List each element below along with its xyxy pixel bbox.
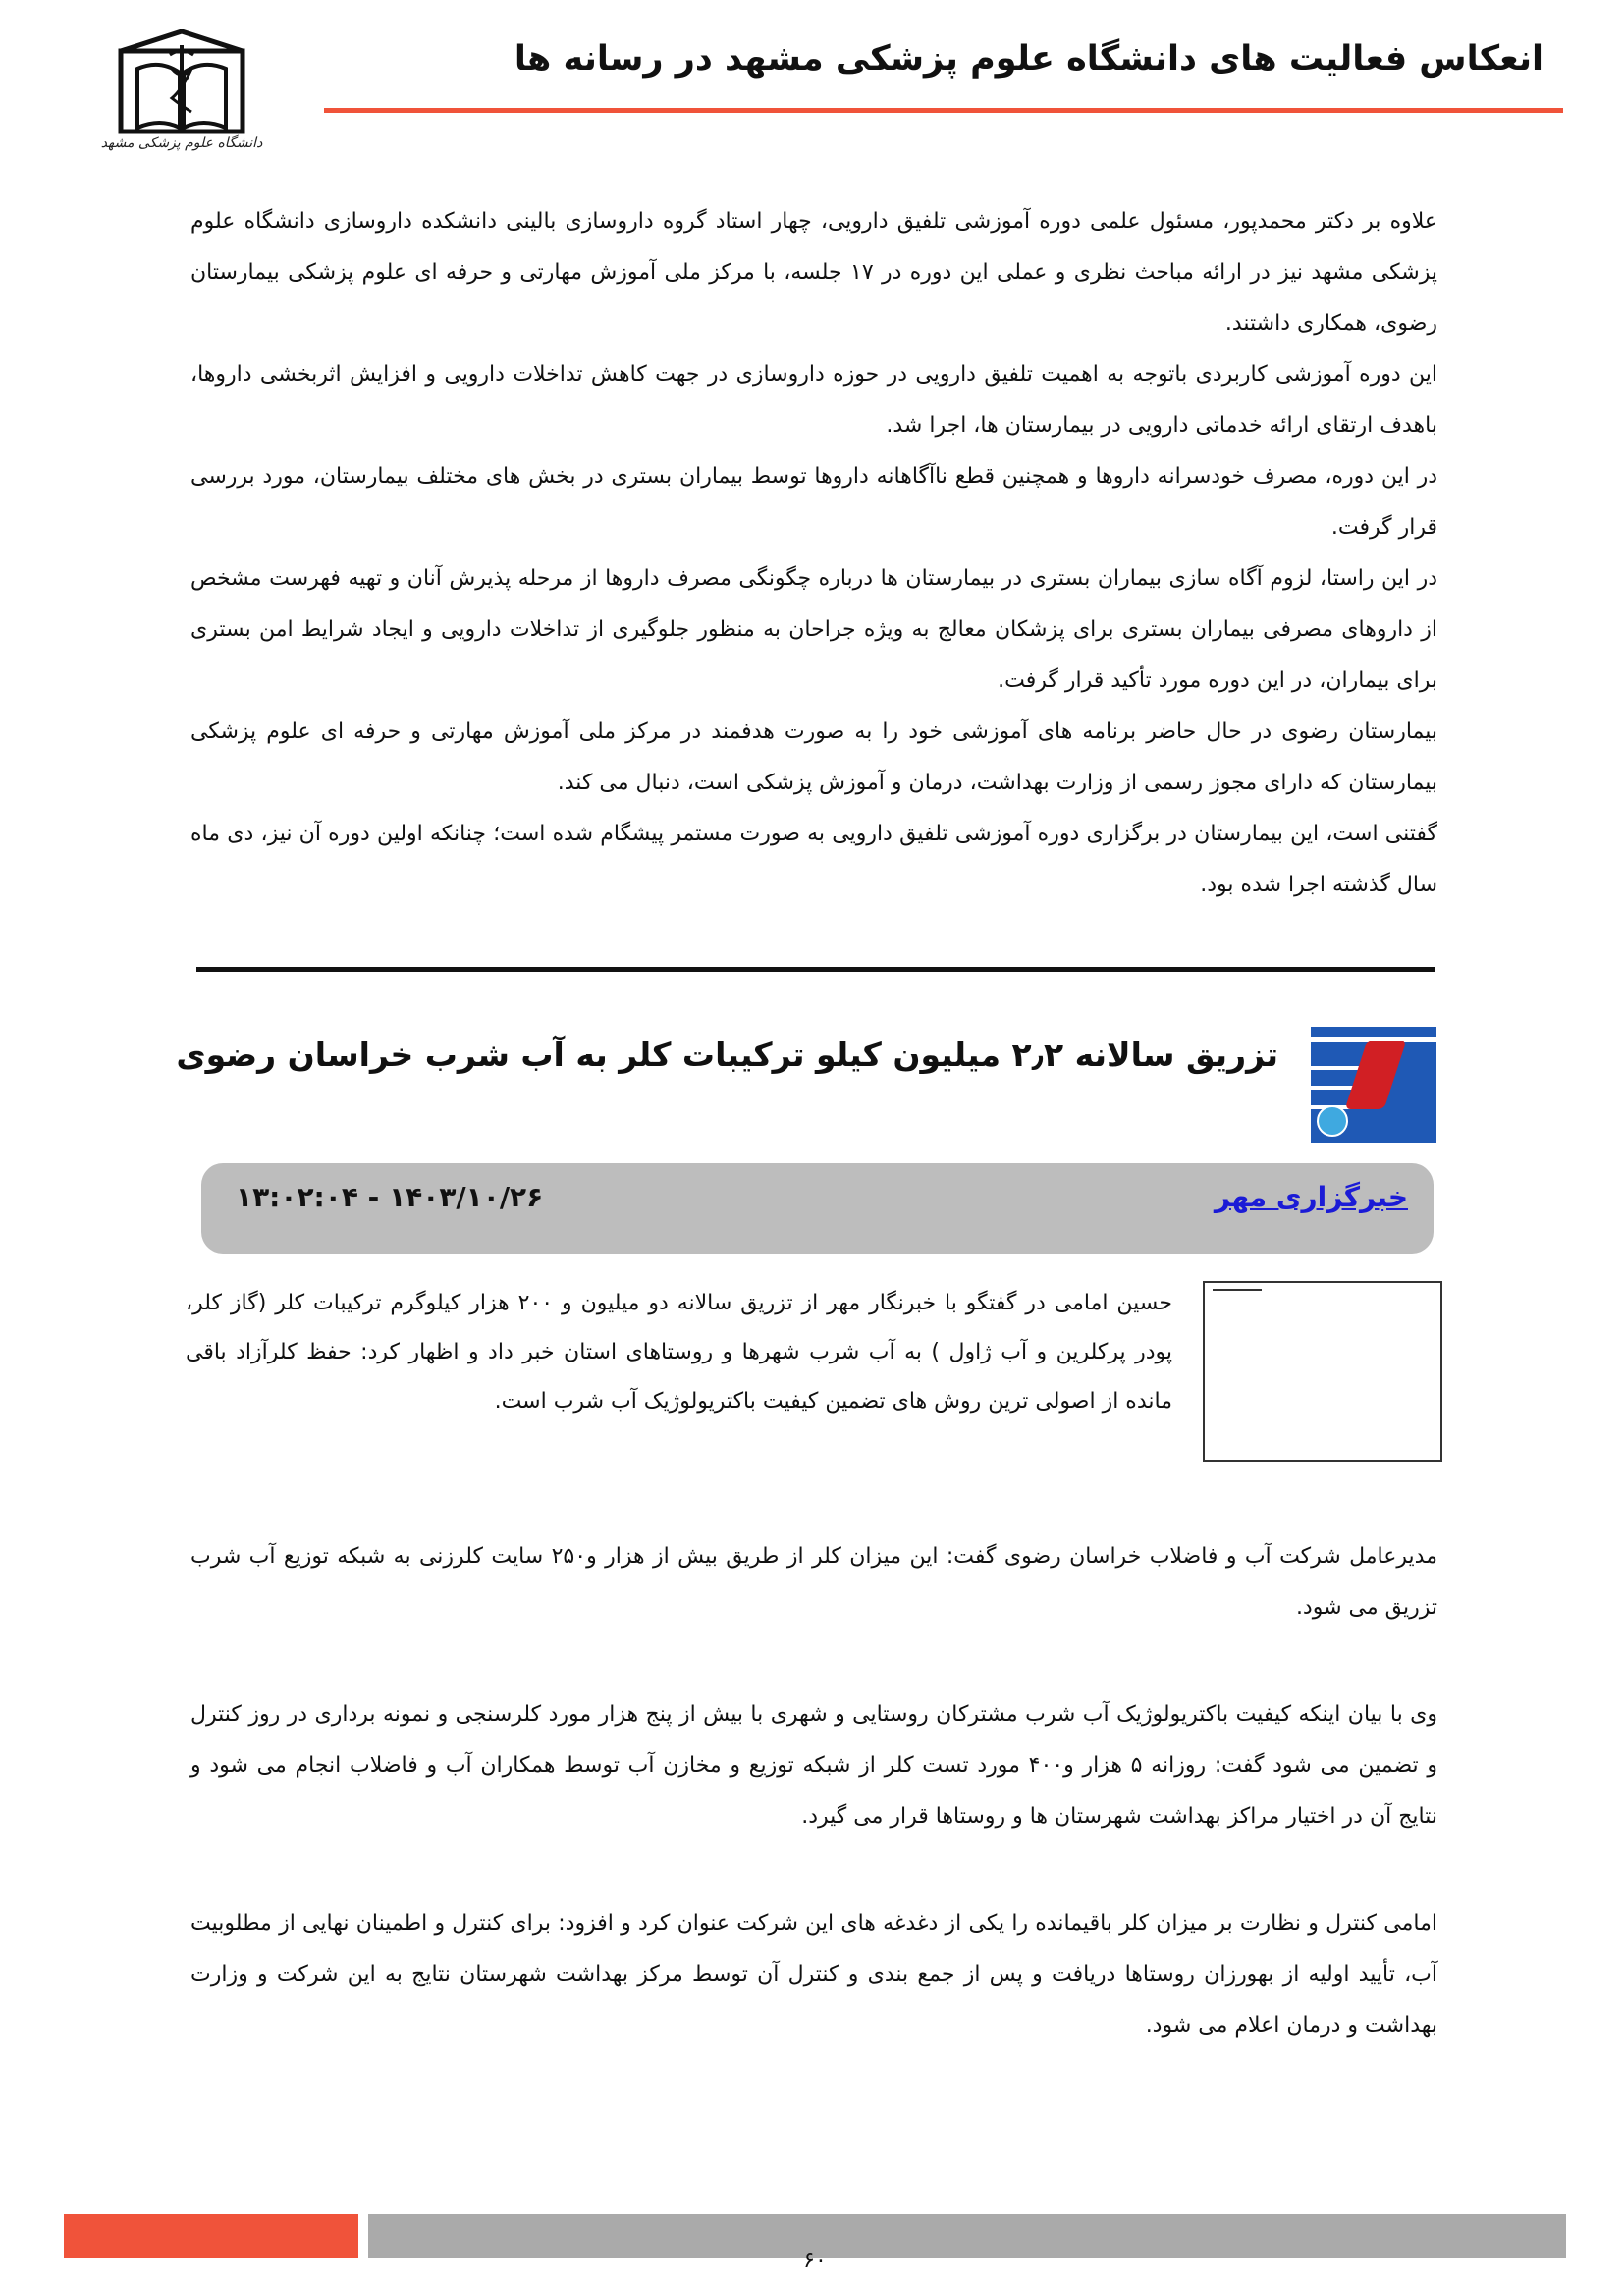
page-number: ۶۰: [803, 2248, 827, 2272]
section-divider: [196, 967, 1435, 972]
logo-caption: دانشگاه علوم پزشکی مشهد: [100, 135, 263, 151]
news-title: تزریق سالانه ۲٫۲ میلیون کیلو ترکیبات کلر به آب شرب خراسان رضوی: [176, 1036, 1278, 1074]
news-paragraph: مدیرعامل شرکت آب و فاضلاب خراسان رضوی گفت: این میزان کلر از طریق بیش از هزار و۲۵۰ سایت کلرزنی به شبکه توزیع آب شرب تزریق می شود.: [190, 1544, 1437, 1620]
mehr-news-logo-icon: [1311, 1027, 1436, 1143]
header-rule: [324, 108, 1563, 113]
news-intro: [186, 1279, 1172, 1426]
news-source-link[interactable]: خبرگزاری مهر: [1214, 1181, 1408, 1213]
article-paragraph: علاوه بر دکتر محمدپور، مسئول علمی دوره آموزشی تلفیق دارویی، چهار استاد گروه داروسازی بالینی دانشکده داروسازی دانشگاه علوم پزشکی مشهد نیز در ارائه مباحث نظری و عملی این دوره در ۱۷ جلسه، با مرکز ملی آموزش مهارتی و حرفه ای علوم پزشکی بیمارستان رضوی، همکاری داشتند.: [190, 209, 1437, 336]
news-body: [190, 1531, 1437, 2108]
news-image-placeholder: [1203, 1281, 1442, 1462]
footer-bar: [368, 2214, 1566, 2258]
article-paragraph: در این دوره، مصرف خودسرانه داروها و همچنین قطع ناآگاهانه داروها توسط بیماران بستری در بخش های مختلف بیمارستان، مورد بررسی قرار گرفت.: [190, 464, 1437, 540]
globe-icon: [1317, 1105, 1348, 1137]
news-paragraph: امامی کنترل و نظارت بر میزان کلر باقیمانده را یکی از دغدغه های این شرکت عنوان کرد و افزود: برای کنترل و اطمینان نهایی از مطلوبیت آب، تأیید اولیه از بهورزان روستاها دریافت و پس از جمع بندی و کنترل آن توسط مرکز بهداشت شهرستان نتایج به این شرکت و وزارت بهداشت و درمان اعلام می شود.: [190, 1911, 1437, 2038]
news-paragraph: وی با بیان اینکه کیفیت باکتریولوژیک آب شرب مشترکان روستایی و شهری با بیش از پنج هزار مورد کلرسنجی و نمونه برداری در روز کنترل و تضمین می شود گفت: روزانه ۵ هزار و۴۰۰ مورد تست کلر از شبکه توزیع و مخازن آب توسط همکاران آب و فاضلاب انجام می شود و نتایج آن در اختیار مراکز بهداشت شهرستان ها و روستاها قرار می گیرد.: [190, 1702, 1438, 1829]
article-paragraph: بیمارستان رضوی در حال حاضر برنامه های آموزشی خود را به صورت هدفمند در مرکز ملی آموزش مهارتی و حرفه ای علوم پزشکی بیمارستان که دارای مجوز رسمی از وزارت بهداشت، درمان و آموزش پزشکی است، دنبال می کند.: [190, 720, 1437, 795]
article-paragraph: این دوره آموزشی کاربردی باتوجه به اهمیت تلفیق دارویی در حوزه داروسازی در جهت کاهش تداخلات دارویی و افزایش اثربخشی داروها، باهدف ارتقای ارائه خدماتی دارویی در بیمارستان ها، اجرا شد.: [190, 362, 1437, 438]
footer-accent-bar: [64, 2214, 358, 2258]
continued-article: [190, 196, 1437, 911]
header-title: انعکاس فعالیت های دانشگاه علوم پزشکی مشهد در رسانه ها: [514, 39, 1543, 79]
news-intro-text: حسین امامی در گفتگو با خبرنگار مهر از تزریق سالانه دو میلیون و ۲۰۰ هزار کیلوگرم ترکیبات کلر (گاز کلر، پودر پرکلرین و آب ژاول ) به آب شرب شهرها و روستاهای استان خبر داد و اظهار کرد: حفظ کلرآزاد باقی مانده از اصولی ترین روش های تضمین کیفیت باکتریولوژیک آب شرب است.: [186, 1291, 1172, 1414]
university-emblem-icon: [103, 29, 260, 137]
article-paragraph: در این راستا، لزوم آگاه سازی بیماران بستری در بیمارستان ها درباره چگونگی مصرف داروها از مرحله پذیرش آنان و تهیه فهرست مشخص از داروهای مصرفی بیماران بستری برای پزشکان معالج به ویژه جراحان به منظور جلوگیری از تداخلات دارویی و ایجاد شرایط امن بستری برای بیماران، در این دوره مورد تأکید قرار گرفت.: [190, 566, 1437, 693]
article-paragraph: گفتنی است، این بیمارستان در برگزاری دوره آموزشی تلفیق دارویی به صورت مستمر پیشگام شده است؛ چنانکه اولین دوره آن نیز، دی ماه سال گذشته اجرا شده بود.: [190, 822, 1437, 897]
news-datetime: ۱۴۰۳/۱۰/۲۶ - ۱۳:۰۲:۰۴: [236, 1181, 544, 1213]
